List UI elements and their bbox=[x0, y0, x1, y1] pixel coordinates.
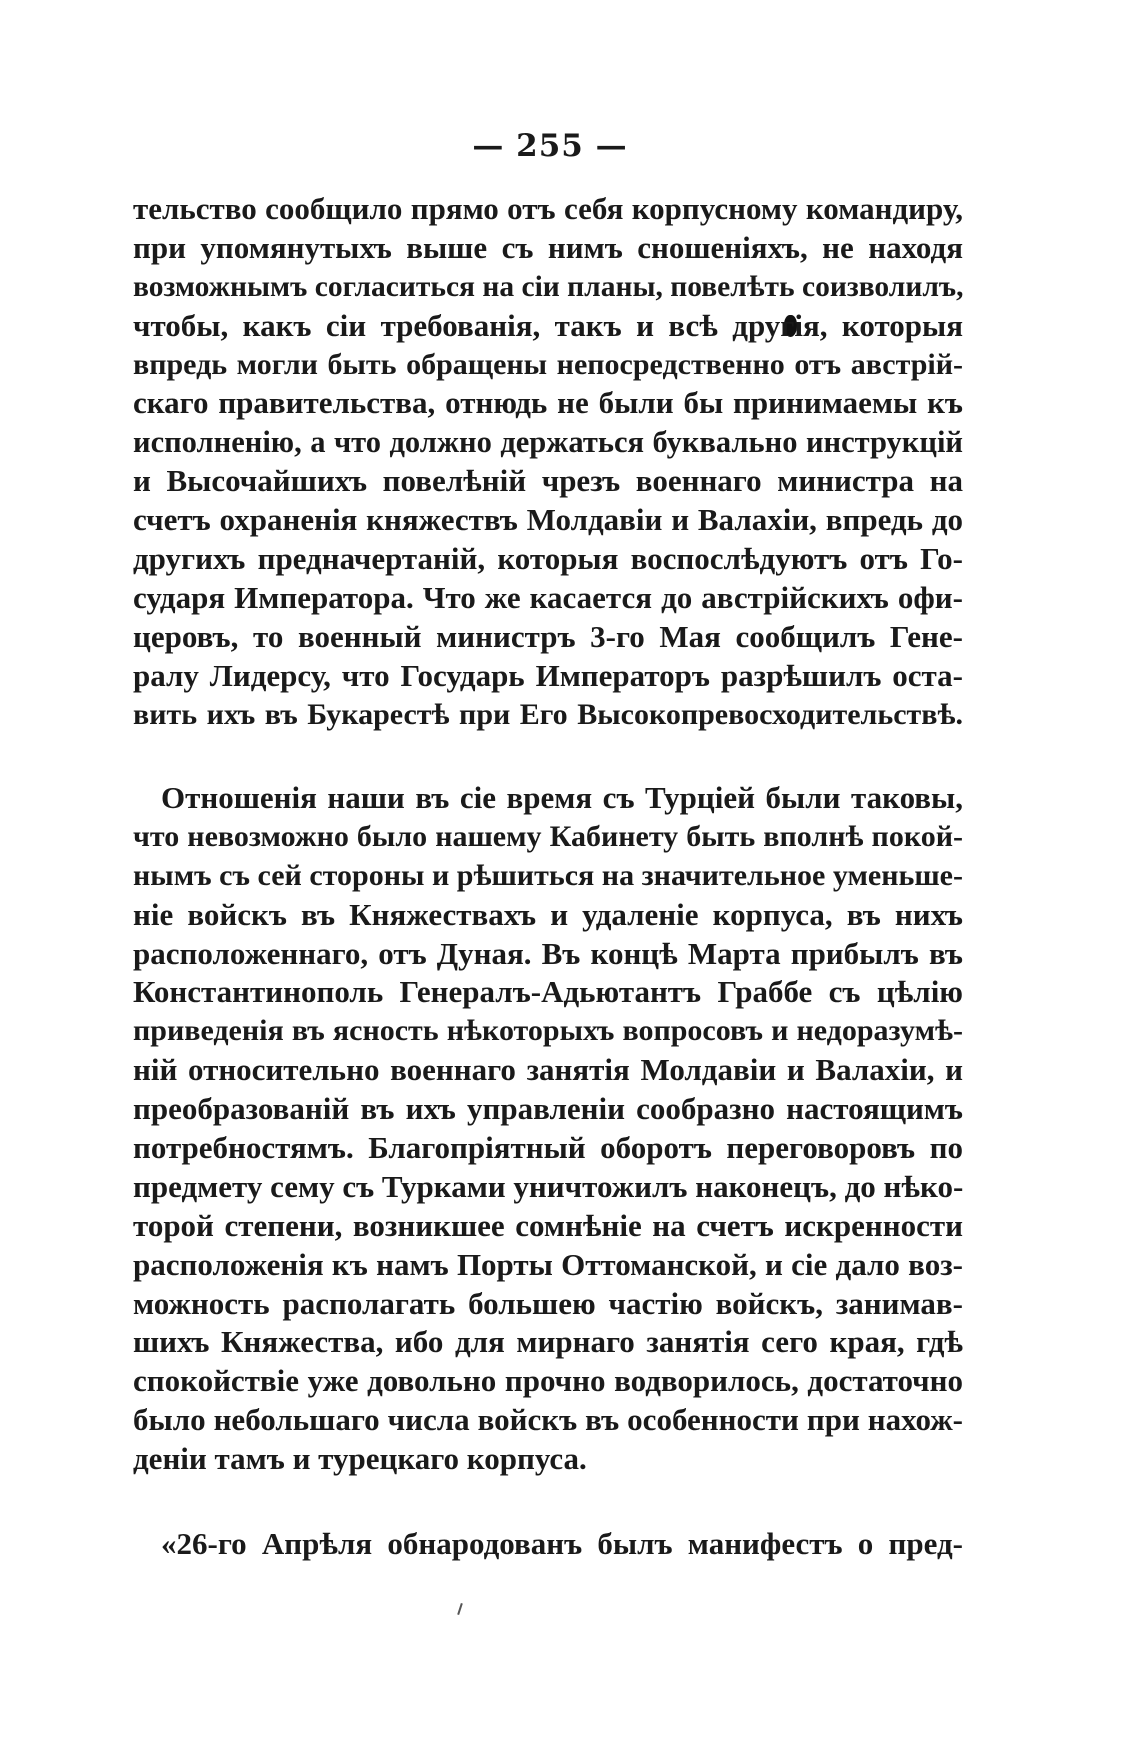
paragraph-2 bbox=[133, 779, 963, 1479]
text-line: расположенія къ намъ Порты Оттоманской, и сіе дало воз- bbox=[133, 1246, 963, 1282]
text-line: возможнымъ согласиться на сіи планы, повелѣть соизволилъ, bbox=[133, 270, 964, 303]
text-line: скаго правительства, отнюдь не были бы принимаемы къ bbox=[133, 385, 963, 421]
text-line: нымъ съ сей стороны и рѣшиться на значительное уменьше- bbox=[133, 858, 963, 892]
paragraph-3 bbox=[133, 1525, 963, 1564]
text-line: можность располагать большею частію войскъ, занимав- bbox=[133, 1285, 963, 1321]
text-line: тельство сообщило прямо отъ себя корпусному командиру, bbox=[133, 191, 963, 226]
text-line: шихъ Княжества, ибо для мирнаго занятія сего края, гдѣ bbox=[133, 1324, 963, 1360]
page-number: — 255 — bbox=[472, 128, 628, 164]
text-line: спокойствіе уже довольно прочно водворилось, достаточно bbox=[133, 1363, 963, 1399]
text-line: было небольшаго числа войскъ въ особенности при нахож- bbox=[133, 1402, 963, 1438]
text-line: Константинополь Генералъ-Адьютантъ Граббе съ цѣлію bbox=[133, 974, 963, 1010]
text-line: что невозможно было нашему Кабинету быть вполнѣ покой- bbox=[133, 819, 963, 853]
paragraph-1 bbox=[133, 190, 963, 734]
text-line: Отношенія наши въ сіе время съ Турціей были таковы, bbox=[161, 780, 963, 815]
text-line: деніи тамъ и турецкаго корпуса. bbox=[133, 1441, 587, 1477]
text-line: другихъ предначертаній, которыя воспослѣдуютъ отъ Го- bbox=[133, 541, 963, 577]
text-line: торой степени, возникшее сомнѣніе на счетъ искренности bbox=[133, 1207, 963, 1243]
text-line: чтобы, какъ сіи требованія, такъ и всѣ другія, которыя bbox=[133, 307, 963, 343]
text-line: ніе войскъ въ Княжествахъ и удаленіе корпуса, въ нихъ bbox=[133, 896, 963, 932]
text-line: счетъ охраненія княжествъ Молдавіи и Валахіи, впредь до bbox=[133, 502, 963, 538]
text-line: «26-го Апрѣля обнародованъ былъ манифестъ о пред- bbox=[161, 1526, 963, 1561]
text-line: церовъ, то военный министръ 3-го Мая сообщилъ Гене- bbox=[133, 618, 963, 654]
text-line: исполненію, а что должно держаться буквально инструкцій bbox=[133, 425, 963, 460]
text-line: приведенія въ ясность нѣкоторыхъ вопросовъ и недоразумѣ- bbox=[133, 1014, 963, 1048]
text-line: вить ихъ въ Букарестѣ при Его Высокопревосходительствѣ. bbox=[133, 697, 963, 731]
text-line: ній относительно военнаго занятія Молдавіи и Валахіи, и bbox=[133, 1052, 963, 1088]
text-line: и Высочайшихъ повелѣній чрезъ военнаго министра на bbox=[133, 463, 963, 499]
text-line: предмету сему съ Турками уничтожилъ наконецъ, до нѣко- bbox=[133, 1168, 964, 1204]
text-line: впредь могли быть обращены непосредственно отъ австрій- bbox=[133, 347, 963, 381]
stray-ink-mark bbox=[457, 1603, 463, 1615]
text-line: расположеннаго, отъ Дуная. Въ концѣ Марта прибылъ въ bbox=[133, 935, 963, 971]
text-line: ралу Лидерсу, что Государь Императоръ разрѣшилъ оста- bbox=[133, 657, 963, 693]
text-line: преобразованій въ ихъ управленіи сообразно настоящимъ bbox=[133, 1091, 963, 1127]
text-line: сударя Императора. Что же касается до австрійскихъ офи- bbox=[133, 579, 963, 615]
text-line: при упомянутыхъ выше съ нимъ сношеніяхъ, не находя bbox=[133, 229, 963, 265]
text-line: потребностямъ. Благопріятный оборотъ переговоровъ по bbox=[133, 1130, 963, 1166]
